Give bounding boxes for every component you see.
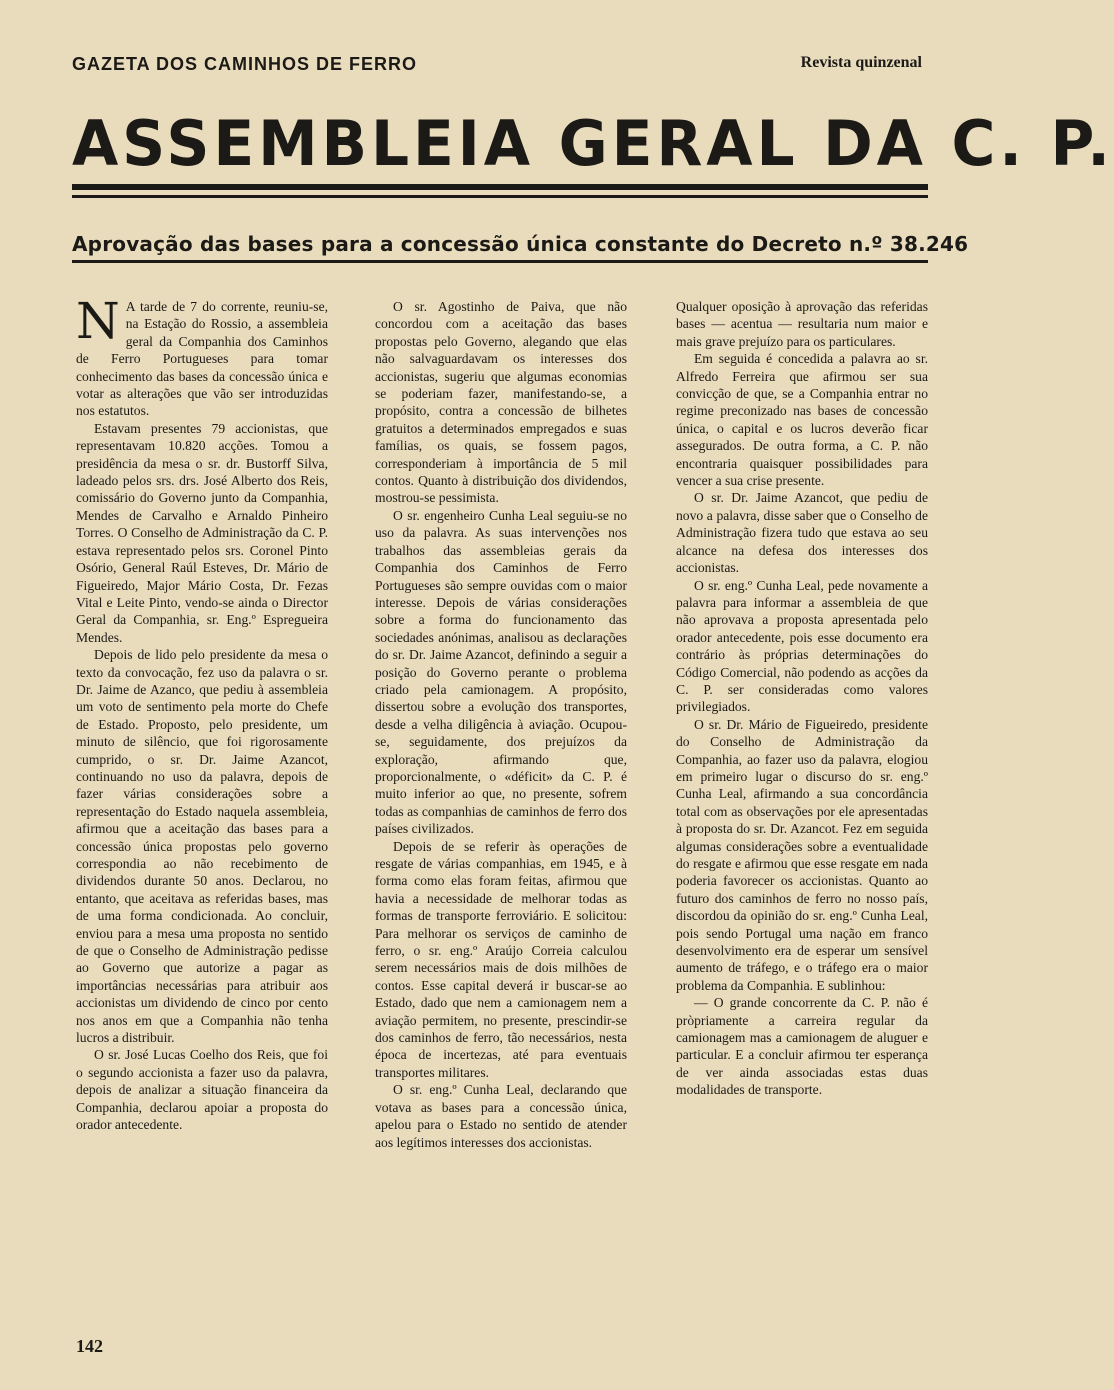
paragraph: Depois de se referir às operações de resgate de várias companhias, em 1945, e à forma como elas foram feitas, afirmou que havia a necessidade de melhorar todas as formas de transporte ferroviário. E solicitou: Para melhorar os serviços de caminho de ferro, o sr. eng.º Araújo Correia calculou serem necessários mais de dois milhões de contos. Esse capital deverá ir buscar-se ao Estado, dado que nem a camionagem nem a aviação permitem, no presente, prescindir-se dos caminhos de ferro, tão necessários, nesta época de incertezas, até para eventuais transportes militares. <box>375 838 627 1080</box>
article-title: ASSEMBLEIA GERAL DA C. P. <box>72 107 1114 180</box>
paragraph: O sr. engenheiro Cunha Leal seguiu-se no uso da palavra. As suas intervenções nos trabalhos das assembleias gerais da Companhia dos Caminhos de Ferro Portugueses são sempre ouvidas com o maior interesse. Depois de várias considerações sobre a forma do funcionamento das sociedades anónimas, analisou as declarações do sr. Dr. Jaime Azancot, definindo a seguir a posição do Governo perante o problema criado pela camionagem. A propósito, dissertou sobre a evolução dos transportes, desde a velha diligência à aviação. Ocupou-se, seguidamente, dos prejuízos da exploração, afirmando que, proporcionalmente, o «déficit» da C. P. é muito inferior ao que, no presente, sofrem todas as companhias de caminhos de ferro dos países civilizados. <box>375 507 627 837</box>
paragraph: Em seguida é concedida a palavra ao sr. Alfredo Ferreira que afirmou ser sua convicção de que, se a Companhia entrar no regime preconizado nas bases de concessão única, o capital e os lucros deverão ficar assegurados. De outra forma, a C. P. não encontraria quaisquer possibilidades para vencer a sua crise presente. <box>676 351 928 489</box>
paragraph: O sr. eng.º Cunha Leal, declarando que votava as bases para a concessão única, apelou para o Estado no sentido de atender aos legítimos interesses dos accionistas. <box>375 1082 627 1150</box>
title-rule-thick <box>72 184 928 190</box>
text-column-1 <box>76 292 328 1134</box>
issue-type: Revista quinzenal <box>800 54 922 71</box>
paragraph: O sr. eng.º Cunha Leal, pede novamente a palavra para informar a assembleia de que não aprovava a proposta apresentada pelo orador antecedente, pois esse documento era contrário às próprias determinações do Código Comercial, não podendo as acções da C. P. ser consideradas como valores privilegiados. <box>676 577 928 715</box>
journal-name: GAZETA DOS CAMINHOS DE FERRO <box>72 54 418 74</box>
text-column-2 <box>375 298 627 1151</box>
running-head <box>72 54 922 80</box>
paragraph: Depois de lido pelo presidente da mesa o texto da convocação, fez uso da palavra o sr. Dr. Jaime de Azanco, que pediu à assembleia um voto de sentimento pela morte do Chefe de Estado. Proposto, pelo presidente, um minuto de silêncio, que foi rigorosamente cumprido, o sr. Dr. Jaime Azancot, continuando no uso da palavra, depois de fazer várias considerações sobre a representação do Estado naquela assembleia, afirmou que a aceitação das bases para a concessão única propostas pelo governo correspondia ao não recebimento de dividendos durante 50 anos. Declarou, no entanto, que aceitava as referidas bases, mas de uma forma condicionada. Ao concluir, enviou para a mesa uma proposta no sentido de que o Conselho de Administração pedisse ao Governo que autorize a pagar as importâncias necessárias para atribuir aos accionistas um dividendo de cinco por cento nos anos em que a Companhia não tenha lucros a distribuir. <box>76 647 328 1046</box>
subtitle-underline <box>72 260 928 263</box>
paragraph <box>76 292 328 420</box>
paragraph: O sr. Agostinho de Paiva, que não concordou com a aceitação das bases propostas pelo Governo, alegando que elas não salvaguardavam os interesses dos accionistas, sugeriu que algumas economias se poderiam fazer, manifestando-se, a propósito, contra a concessão de bilhetes gratuitos a determinados empregados e suas famílias, os quais, se fossem pagos, corresponderiam à importância de 5 mil contos. Quanto à distribuição dos dividendos, mostrou-se pessimista. <box>375 299 627 506</box>
paragraph: O sr. Dr. Mário de Figueiredo, presidente do Conselho de Administração da Companhia, ao fazer uso da palavra, elogiou em primeiro lugar o discurso do sr. eng.º Cunha Leal, afirmando a sua concordância total com as observações por ele apresentadas à proposta do sr. Dr. Azancot. Fez em seguida algumas considerações sobre a eventualidade do resgate e afirmou que esse resgate em nada poderia favorecer os accionistas. Quanto ao futuro dos caminhos de ferro no nosso país, discordou da opinião do sr. eng.º Cunha Leal, pois sendo Portugal uma nação em franco desenvolvimento era de esperar um sensível aumento de tráfego, e o tráfego era o maior problema da Companhia. E sublinhou: <box>676 716 928 993</box>
text-column-3 <box>676 298 928 1099</box>
paragraph: O sr. Dr. Jaime Azancot, que pediu de novo a palavra, disse saber que o Conselho de Administração fizera tudo que estava ao seu alcance na defesa dos interesses dos accionistas. <box>676 490 928 576</box>
paragraph: Estavam presentes 79 accionistas, que representavam 10.820 acções. Tomou a presidência da mesa o sr. dr. Bustorff Silva, ladeado pelos srs. drs. José Alberto dos Reis, comissário do Governo junto da Companhia, Mendes de Carvalho e Arnaldo Pinheiro Torres. O Conselho de Administração da C. P. estava representado pelos srs. Coronel Pinto Osório, General Raúl Esteves, Dr. Mário de Figueiredo, Major Mário Costa, Dr. Fezas Vital e Leite Pinto, vendo-se ainda o Director Geral da Companhia, sr. Eng.º Espregueira Mendes. <box>76 420 328 645</box>
article-subtitle: Aprovação das bases para a concessão única constante do Decreto n.º 38.246 <box>72 232 969 256</box>
paragraph: Qualquer oposição à aprovação das referidas bases — acentua — resultaria num maior e mais grave prejuízo para os particulares. <box>676 299 928 349</box>
drop-cap: N <box>76 292 120 350</box>
paragraph-text: A tarde de 7 do corrente, reuniu-se, na Estação do Rossio, a assembleia geral da Companhia dos Caminhos de Ferro Portugueses para tomar conhecimento das bases da concessão única e votar as alterações que vão ser introduzidas nos estatutos. <box>76 299 328 419</box>
page-number: 142 <box>76 1336 103 1356</box>
paragraph: — O grande concorrente da C. P. não é pròpriamente a carreira regular da camionagem mas a camionagem de aluguer e particular. E a concluir afirmou ter esperança de ver ainda associadas estas duas modalidades de transporte. <box>676 995 928 1098</box>
paragraph: O sr. José Lucas Coelho dos Reis, que foi o segundo accionista a fazer uso da palavra, depois de analizar a situação financeira da Companhia, declarou apoiar a proposta do orador antecedente. <box>76 1047 328 1133</box>
title-rule-thin <box>72 195 928 198</box>
